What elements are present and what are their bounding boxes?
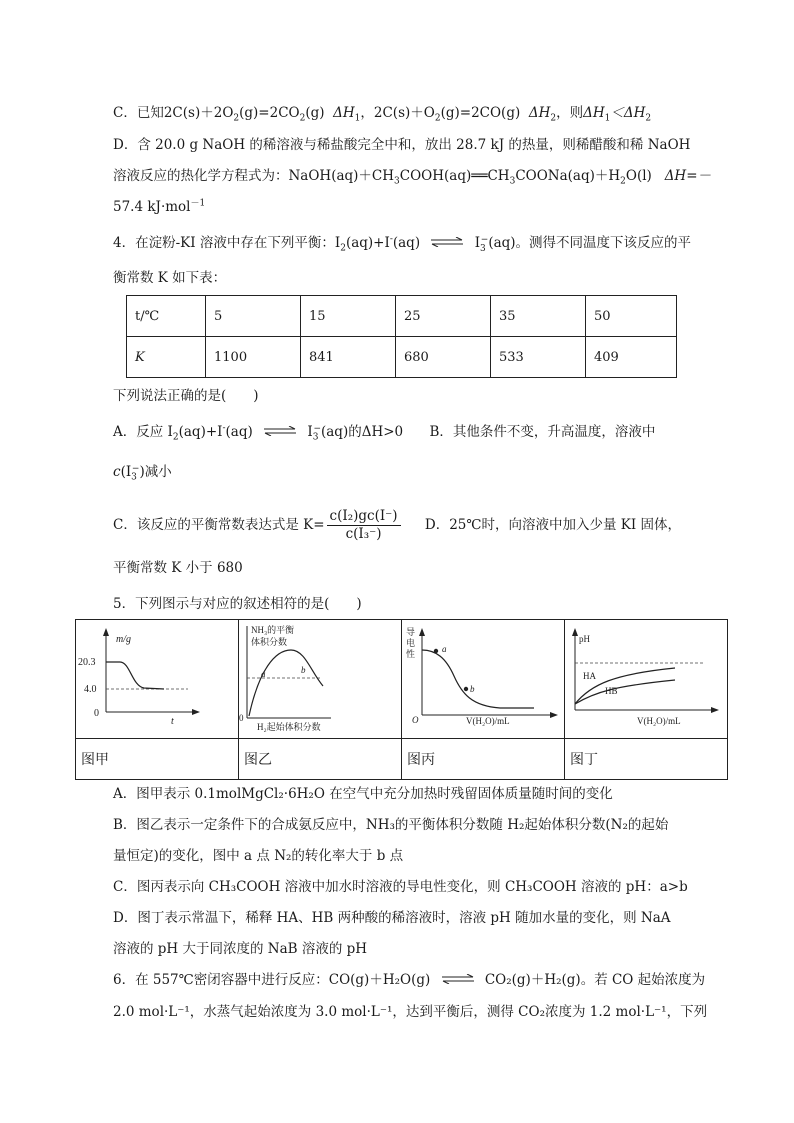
table-cell: K [127,337,206,378]
option-d-prev-line3: 57.4 kJ·mol$^{-1}$ [113,198,206,215]
axis-label-y: 导 [406,627,416,637]
figure-yi [239,620,402,739]
q4-stem-line1: 4．在淀粉-KI 溶液中存在下列平衡：$I_2(aq)+I^-(aq)$ $I_3^-(aq)$。测得不同温度下该反应的平 [113,234,692,254]
graph-ding [565,620,727,734]
q4-option-d-cont: 平衡常数 K 小于 680 [113,560,243,576]
figure-ding [565,620,728,739]
q4-stem-line2: 衡常数 K 如下表： [113,270,227,286]
table-cell: 680 [396,337,491,378]
q5-option-d2: 溶液的 pH 大于同浓度的 NaB 溶液的 pH [113,941,368,957]
captions-row [76,739,728,780]
table-cell: 1100 [206,337,301,378]
k-expression: $\frac{\text{c(I₂)gc(I⁻)}}{\text{c(I₃⁻)}}$ [327,508,401,543]
point-label-a: a [442,644,447,654]
q5-option-a: A．图甲表示 0.1molMgCl₂·6H₂O 在空气中充分加热时残留固体质量随时间的变化 [113,786,613,802]
origin-label: 0 [239,713,244,723]
point-label-a: a [261,669,266,679]
axis-label-y: 电 [406,638,416,648]
graph-jia [76,620,238,734]
table-cell: t/℃ [127,296,206,337]
option-d-prev-line1: D．含 20.0 g NaOH 的稀溶液与稀盐酸完全中和，放出 28.7 kJ 的热量，则稀醋酸和稀 NaOH [113,137,691,153]
caption-bing: 图丙 [402,739,565,780]
table-row [127,337,677,378]
table-cell: 841 [301,337,396,378]
table-cell: 409 [586,337,677,378]
table-cell: 533 [491,337,586,378]
q4-option-b-cont: $c(I_3^-)$减小 [113,463,172,483]
equilibrium-arrow-icon [441,970,475,990]
q4-ask: 下列说法正确的是( ) [113,388,259,404]
q5-stem: 5．下列图示与对应的叙述相符的是( ) [113,596,362,612]
figure-bing [402,620,565,739]
table-cell: 5 [206,296,301,337]
q6-line1: 6．在 557℃密闭容器中进行反应：CO(g)＋H₂O(g) CO₂(g)＋H₂(g)。若 CO 起始浓度为 [113,972,706,988]
figure-jia [76,620,239,739]
axis-label-x: V(H₂O)/mL [466,716,510,726]
axis-label-y: 体积分数 [251,637,288,647]
tick-label: 4.0 [84,684,97,695]
figures-table [75,619,728,780]
origin-label: O [412,715,419,725]
k-table [126,295,677,378]
figures-row [76,620,728,739]
tick-label: 20.3 [78,657,96,668]
option-d-prev-line2: 溶液反应的热化学方程式为：$NaOH(aq)+CH_3COOH(aq)══CH_3COONa(aq)+H_2O(l)$ ΔH=－ [113,168,712,187]
axis-label-y: m/g [116,634,131,645]
graph-yi [239,620,401,734]
series-label-hb: HB [605,686,618,696]
table-row [127,296,677,337]
point-label-b: b [301,665,306,675]
table-cell: 50 [586,296,677,337]
table-cell: 25 [396,296,491,337]
axis-label-x: t [171,716,174,727]
caption-ding: 图丁 [565,739,728,780]
origin-label: 0 [94,708,99,719]
axis-label-x: V(H₂O)/mL [637,716,681,726]
axis-label-y: NH₃的平衡 [251,625,295,635]
q4-option-ab: A．反应 $I_2(aq)+I^-(aq)$ $I_3^-(aq)$的ΔH>0 B．其他条件不变，升高温度，溶液中 [113,423,656,443]
q5-option-b1: B．图乙表示一定条件下的合成氨反应中，NH₃的平衡体积分数随 H₂起始体积分数(N₂的起始 [113,817,669,833]
table-cell: 15 [301,296,396,337]
q4-option-cd: C．该反应的平衡常数表达式是 K= $\frac{\text{c(I₂)gc(I⁻)}}{\text{c(I₃⁻)}}$ D．25℃时，向溶液中加入少量 KI 固体， [113,508,681,542]
point-label-b: b [470,684,475,694]
option-c-prev: C．已知$2C(s)+2O_2(g)=2CO_2(g)$ $\Delta H_1$，$2C(s)+O_2(g)=2CO(g)$ $\Delta H_2$，则$\Delta H_1<\Delta H_2$ [113,105,652,124]
equilibrium-arrow-icon [263,422,297,442]
series-label-ha: HA [583,671,596,681]
axis-label-y: 性 [406,649,416,659]
equilibrium-arrow-icon [430,233,464,253]
q6-line2: 2.0 mol·L⁻¹，水蒸气起始浓度为 3.0 mol·L⁻¹，达到平衡后，测得 CO₂浓度为 1.2 mol·L⁻¹，下列 [113,1004,708,1020]
q5-option-b2: 量恒定)的变化，图中 a 点 N₂的转化率大于 b 点 [113,848,404,864]
q5-option-d1: D．图丁表示常温下，稀释 HA、HB 两种酸的稀溶液时，溶液 pH 随加水量的变化，则 NaA [113,910,671,926]
caption-jia: 图甲 [76,739,239,780]
graph-bing [402,620,564,734]
axis-label-y: pH [579,634,590,644]
axis-label-x: H₂起始体积分数 [257,722,321,732]
caption-yi: 图乙 [239,739,402,780]
table-cell: 35 [491,296,586,337]
q5-option-c: C．图丙表示向 CH₃COOH 溶液中加水时溶液的导电性变化，则 CH₃COOH 溶液的 pH：a>b [113,879,688,895]
